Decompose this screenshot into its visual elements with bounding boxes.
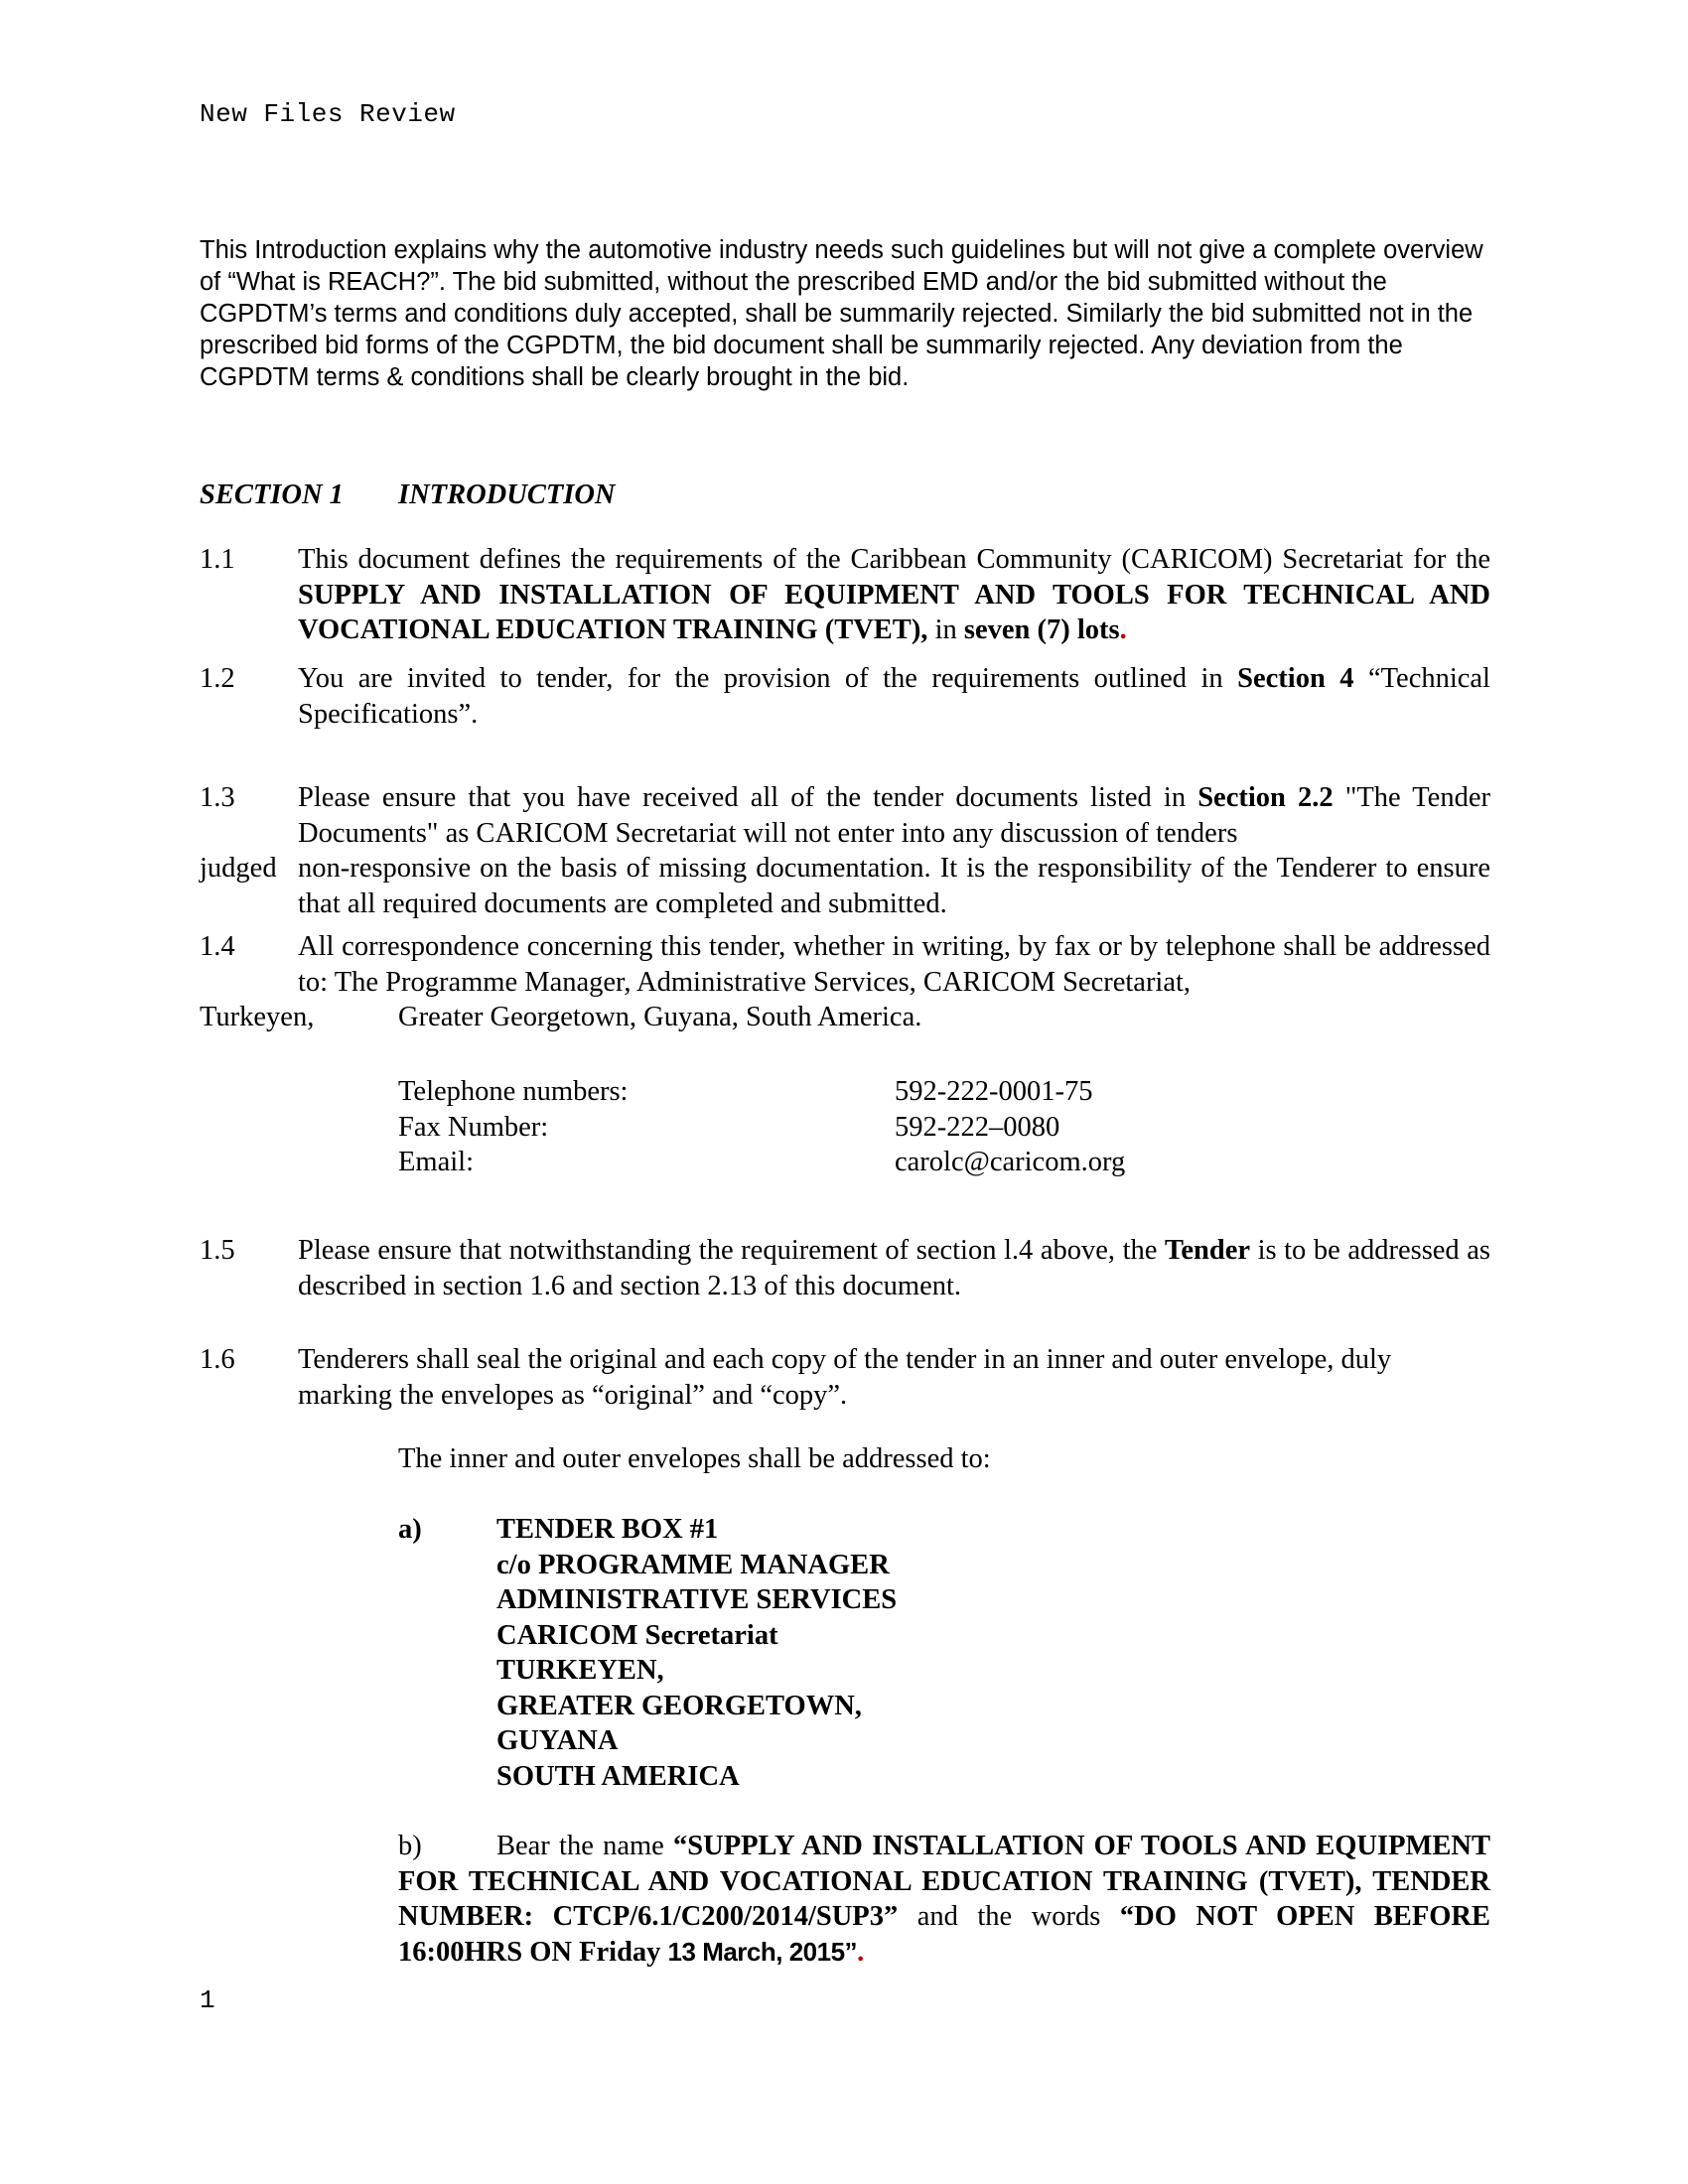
clause-text: Please ensure that notwithstanding the requirement of section l.4 above, the: [298, 1235, 1165, 1266]
clause-text: This document defines the requirements of the Caribbean Community (CARICOM) Secretariat for the: [298, 544, 1490, 575]
address-line: TURKEYEN,: [496, 1655, 664, 1686]
clause-1-3: [200, 780, 1490, 921]
clause-body: Tenderers shall seal the original and each copy of the tender in an inner and outer envelope, duly marking the envelopes as “original” and “copy”.: [298, 1344, 1392, 1411]
telephone-value: 592-222-0001-75: [895, 1076, 1093, 1107]
envelope-intro: The inner and outer envelopes shall be addressed to:: [398, 1443, 991, 1474]
contact-row: [398, 1074, 1125, 1110]
deadline-date: 13 March, 2015”: [667, 1936, 858, 1967]
contact-label: Telephone numbers:: [398, 1076, 629, 1107]
tender-name: “SUPPLY AND INSTALLATION OF TOOLS AND EQUIPMENT FOR TECHNICAL AND VOCATIONAL EDUCATION TRAINING (TVET), TENDER NUMBER: CTCP/6.1/C200/2014/SUP3”: [398, 1831, 1490, 1932]
red-period: .: [857, 1936, 865, 1968]
clause-text: in: [927, 614, 964, 645]
contact-row: [398, 1145, 1125, 1180]
email-link[interactable]: carolc@caricom.org: [895, 1147, 1126, 1177]
address-line: TENDER BOX #1: [496, 1514, 719, 1545]
fax-value: 592-222–0080: [895, 1111, 1060, 1143]
address-line: SOUTH AMERICA: [496, 1760, 740, 1792]
clause-body: [298, 780, 1490, 851]
clause-body: [298, 661, 1490, 732]
list-marker-b: b): [398, 1831, 422, 1861]
section-reference: Section 4: [1237, 663, 1354, 694]
intro-paragraph: This Introduction explains why the automotive industry needs such guidelines but will not give a complete overview of “What is REACH?”. The bid submitted, without the prescribed EMD and/or the bid submitted without the CGPDTM’s terms and conditions duly accepted, shall be summarily rejected. Similarly the bid submitted not in the prescribed bid forms of the CGPDTM, the bid document shall be summarily rejected. Any deviation from the CGPDTM terms & conditions shall be clearly brought in the bid.: [200, 236, 1483, 391]
clause-text: You are invited to tender, for the provision of the requirements outlined in: [298, 663, 1238, 694]
clause-number: 1.6: [200, 1344, 235, 1375]
clause-1-4: [200, 929, 1490, 1035]
section-title: INTRODUCTION: [398, 479, 616, 510]
clause-text: “Technical Specifications”.: [298, 663, 1490, 730]
clause-body: [298, 542, 1490, 648]
instruction-text: Bear the name: [496, 1831, 674, 1861]
hanging-word: judged: [200, 853, 277, 884]
address-line: c/o PROGRAMME MANAGER: [496, 1549, 890, 1580]
clause-text: is to be addressed as described in section 1.6 and section 2.13 of this document.: [298, 1235, 1490, 1301]
address-line: CARICOM Secretariat: [496, 1619, 778, 1651]
tender-term: Tender: [1164, 1235, 1251, 1266]
envelope-address-block: [398, 1512, 897, 1794]
contact-table: [398, 1074, 1125, 1180]
envelope-label-instruction: [398, 1829, 1490, 1970]
clause-text: "The Tender Documents" as CARICOM Secretariat will not enter into any discussion of tenders: [298, 782, 1490, 849]
address-line: GREATER GEORGETOWN,: [496, 1690, 862, 1721]
section-heading: [200, 478, 616, 513]
clause-text: Please ensure that you have received all of the tender documents listed in: [298, 782, 1198, 813]
clause-body: [298, 1233, 1490, 1303]
section-reference: Section 2.2: [1197, 782, 1334, 813]
contact-row: [398, 1110, 1125, 1146]
clause-number: 1.3: [200, 782, 235, 813]
clause-number: 1.5: [200, 1235, 235, 1266]
section-number: SECTION 1: [200, 479, 344, 510]
clause-number: 1.1: [200, 544, 235, 575]
clause-1-2: [200, 661, 1490, 732]
clause-1-6: [200, 1342, 1490, 1413]
clause-number: 1.2: [200, 663, 235, 694]
contact-label: Fax Number:: [398, 1111, 549, 1143]
red-period: .: [1119, 614, 1127, 645]
clause-bold-title: SUPPLY AND INSTALLATION OF EQUIPMENT AND TOOLS FOR TECHNICAL AND VOCATIONAL EDUCATION TRAINING (TVET),: [298, 579, 1490, 645]
clause-1-5: [200, 1233, 1490, 1303]
clause-body-continued: Greater Georgetown, Guyana, South America.: [398, 1002, 922, 1032]
hanging-word: Turkeyen,: [200, 1002, 315, 1032]
document-header: New Files Review: [200, 99, 456, 129]
contact-label: Email:: [398, 1147, 474, 1177]
address-lines: [496, 1512, 897, 1794]
clause-1-1: [200, 542, 1490, 648]
address-line: ADMINISTRATIVE SERVICES: [496, 1584, 898, 1615]
do-not-open-notice: “DO NOT OPEN BEFORE 16:00HRS ON Friday: [398, 1901, 1490, 1968]
clause-body-continued: non-responsive on the basis of missing documentation. It is the responsibility of the Tenderer to ensure that all required documents are completed and submitted.: [298, 853, 1490, 919]
clause-body: All correspondence concerning this tender, whether in writing, by fax or by telephone shall be addressed to: The Programme Manager, Administrative Services, CARICOM Secretariat,: [298, 931, 1490, 998]
address-line: GUYANA: [496, 1725, 619, 1756]
instruction-text: and the words: [898, 1901, 1120, 1932]
clause-number: 1.4: [200, 931, 235, 962]
page-number: 1: [200, 1985, 215, 2015]
lots-count: seven (7) lots: [963, 614, 1120, 645]
list-marker-a: a): [398, 1514, 422, 1545]
